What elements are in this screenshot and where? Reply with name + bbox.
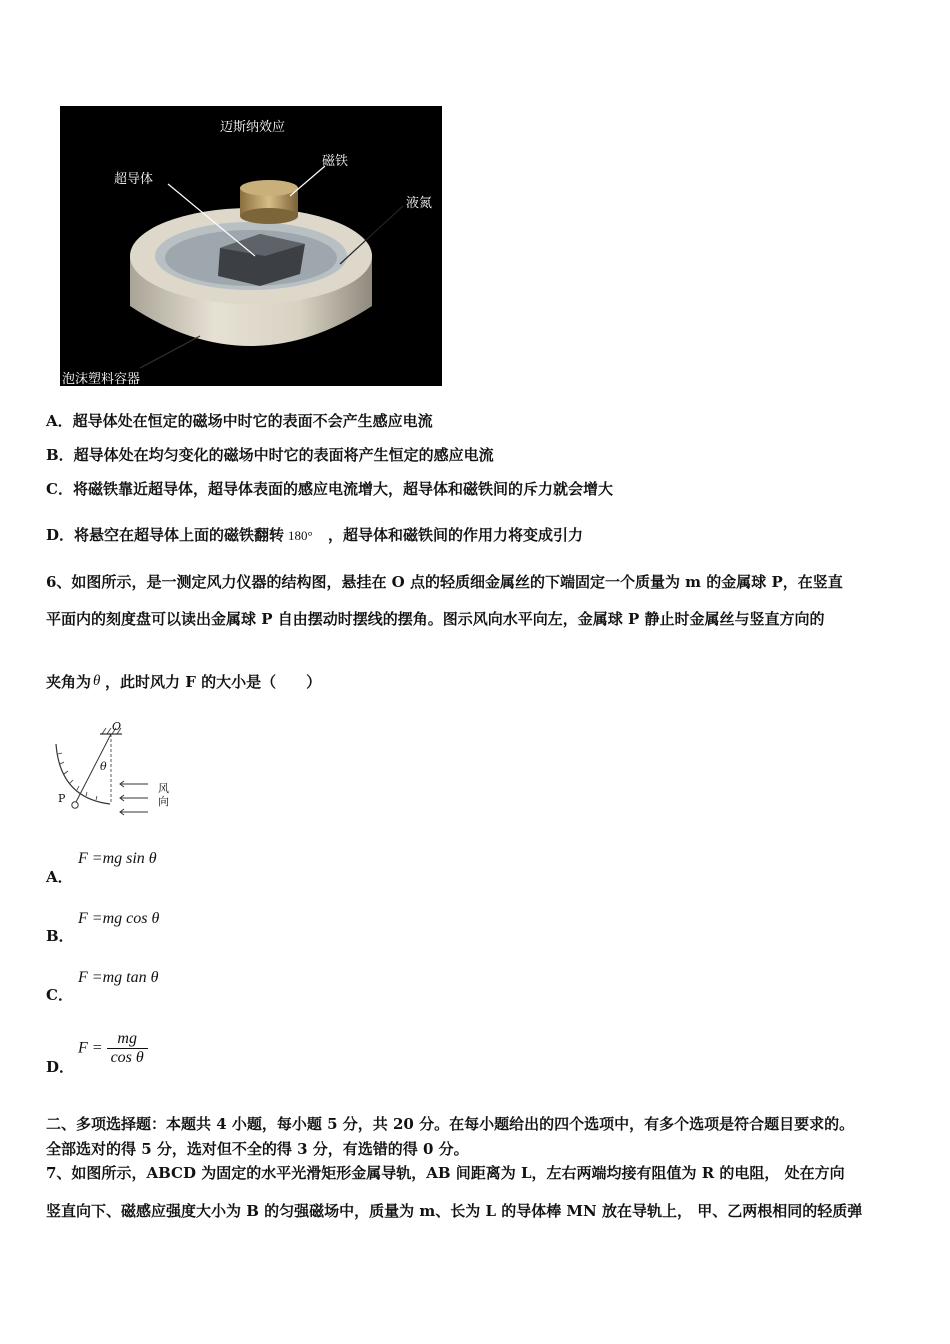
q6-formula-b: F =mg cos θ [78,910,160,927]
label-o: O [112,720,122,733]
q5-option-d-pre: D．将悬空在超导体上面的磁铁翻转 [46,526,285,544]
label-liquid-nitrogen: 液氮 [406,196,433,211]
q5-option-a: A．超导体处在恒定的磁场中时它的表面不会产生感应电流 [46,412,433,430]
q6-formula-a: F =mg sin θ [78,850,157,867]
q7-line-1: 7、如图所示，ABCD 为固定的水平光滑矩形金属导轨，AB 间距离为 L，左右两端均接有阻值为 R 的电阻， 处在方向 [46,1164,845,1182]
q6-option-d-label: D． [46,1058,75,1076]
q5-option-d [46,525,583,545]
q7-line-2: 竖直向下、磁感应强度大小为 B 的匀强磁场中，质量为 m、长为 L 的导体棒 MN 放在导轨上， 甲、乙两根相同的轻质弹 [46,1202,863,1220]
label-magnet: 磁铁 [322,154,349,169]
q5-option-b: B．超导体处在均匀变化的磁场中时它的表面将产生恒定的感应电流 [46,446,494,464]
meissner-effect-figure [60,106,442,386]
degree-180: 180° [288,528,313,543]
q6-option-b-label: B． [46,927,74,945]
fraction-numerator: mg [107,1030,148,1049]
q6-option-c-label: C． [46,986,73,1004]
label-p: P [58,792,66,805]
q6-formula-c: F =mg tan θ [78,969,159,986]
section-2-line-1: 二、多项选择题：本题共 4 小题，每小题 5 分，共 20 分。在每小题给出的四个选项中，有多个选项是符合题目要求的。 [46,1115,855,1133]
q6-line-3-post: ，此时风力 F 的大小是（ ） [105,673,322,691]
figure-title: 迈斯纳效应 [220,120,286,135]
section-2-line-2: 全部选对的得 5 分，选对但不全的得 3 分，有选错的得 0 分。 [46,1140,469,1158]
q6-line-3 [46,672,321,692]
theta-symbol: θ [93,673,101,689]
label-theta: θ [100,760,107,773]
q6-formula-d [78,1030,148,1067]
label-superconductor: 超导体 [114,172,154,187]
q6-option-a-label: A． [46,868,73,886]
q6-line-3-pre: 夹角为 [46,673,92,691]
q6-line-1: 6、如图所示，是一测定风力仪器的结构图，悬挂在 O 点的轻质细金属丝的下端固定一个质量为 m 的金属球 P，在竖直 [46,573,843,591]
q6-line-2: 平面内的刻度盘可以读出金属球 P 自由摆动时摆线的摆角。图示风向水平向左，金属球 P 静止时金属丝与竖直方向的 [46,610,825,628]
fraction [107,1030,148,1067]
q6-formula-d-lhs: F = [78,1039,103,1057]
wind-instrument-figure [44,720,184,820]
q5-option-c: C．将磁铁靠近超导体，超导体表面的感应电流增大，超导体和磁铁间的斥力就会增大 [46,480,613,498]
q5-option-d-post: ，超导体和磁铁间的作用力将变成引力 [328,526,584,544]
label-container: 泡沫塑料容器 [62,372,141,387]
label-wind-direction: 风向 [158,782,169,808]
fraction-denominator: cos θ [110,1049,144,1066]
